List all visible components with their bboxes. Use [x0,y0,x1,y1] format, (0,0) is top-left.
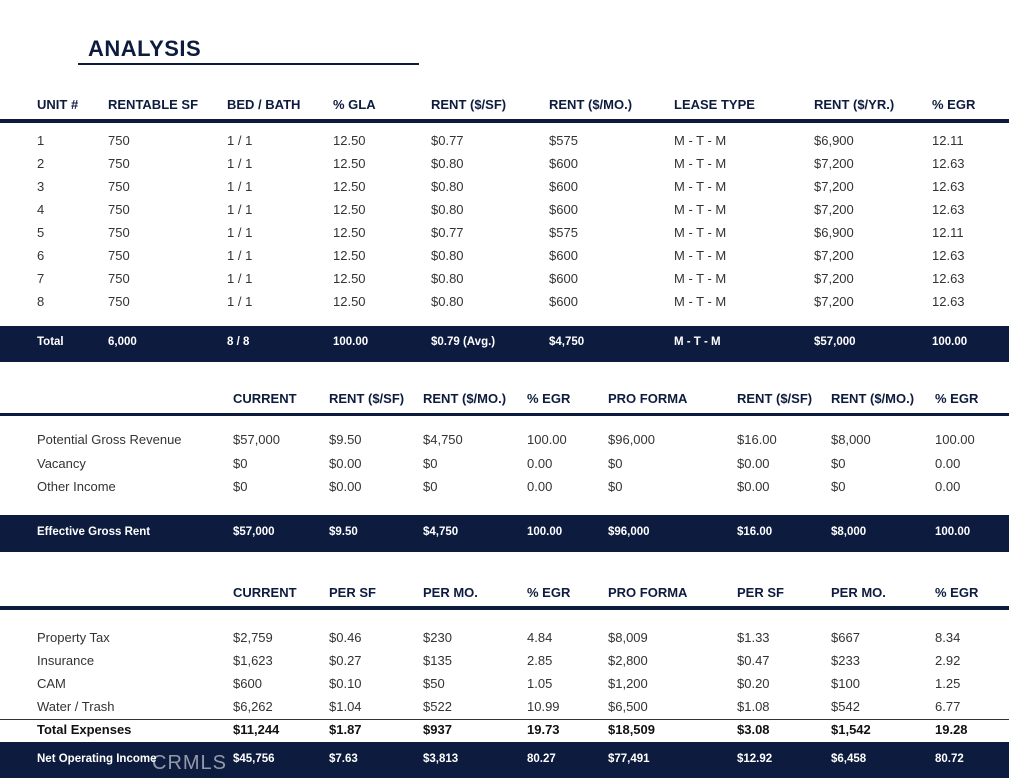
units-header-rule [0,119,1009,123]
income-row-cell: $0 [423,479,438,494]
income-row-cell: $8,000 [831,432,871,447]
page-title: ANALYSIS [88,36,202,61]
units-row-cell: 12.63 [932,156,965,171]
income-header-cell: % EGR [935,391,979,406]
units-row-cell: 7 [37,271,45,286]
units-row-cell: $0.80 [431,294,464,309]
income-row-cell: 100.00 [527,432,567,447]
expenses-row-cell: 10.99 [527,699,560,714]
units-row-cell: 12.63 [932,248,965,263]
expenses-row-cell: 2.92 [935,653,961,668]
noi-cell: 80.72 [935,753,964,765]
units-row-cell: 12.50 [333,179,366,194]
expenses-row-cell: $600 [233,676,262,691]
expenses-total-cell: $3.08 [737,722,770,737]
units-header-cell: RENTABLE SF [108,97,199,112]
expenses-row-cell: $2,759 [233,630,273,645]
units-row-cell: 12.50 [333,294,366,309]
units-row-cell: $0.80 [431,202,464,217]
units-row-cell: 750 [108,179,130,194]
income-total-cell: Effective Gross Rent [37,526,151,538]
units-row-cell: 1 / 1 [227,133,253,148]
units-row-cell: 12.11 [932,225,964,240]
units-row-cell: 1 [37,133,45,148]
units-row-cell: 1 / 1 [227,179,253,194]
income-row-cell: $96,000 [608,432,655,447]
income-row-cell: $0 [831,455,846,471]
units-header-cell: % GLA [333,97,376,112]
income-row-cell: 0.00 [527,455,553,471]
noi-cell: $3,813 [423,753,459,765]
expenses-row-cell: 6.77 [935,699,961,714]
units-row-cell: M - T - M [674,202,727,217]
units-row-cell: $0.80 [431,156,464,171]
income-row-cell: 0.00 [527,479,553,494]
expenses-total-cell: $11,244 [233,722,280,737]
units-header-cell: RENT ($/YR.) [814,97,895,112]
units-row-cell: M - T - M [674,179,727,194]
units-row-cell: 750 [108,225,130,240]
units-row-cell: $7,200 [814,156,854,171]
expenses-row-cell: $0.20 [737,676,770,691]
units-row-cell: 750 [108,294,130,309]
expenses-header-cell: PER SF [329,585,376,600]
income-row-cell: $16.00 [737,432,777,447]
income-total-cell: $96,000 [608,526,650,538]
units-row-cell: 5 [37,225,45,240]
units-row-cell: 12.50 [333,248,366,263]
income-row-cell: $0 [423,455,438,471]
units-row-cell: 8 [37,294,45,309]
income-header-cell: CURRENT [233,391,297,406]
expenses-header-cell: % EGR [527,585,571,600]
units-row-cell: $0.80 [431,271,464,286]
expenses-row-cell: $542 [831,699,860,714]
income-total-cell: $57,000 [233,526,275,538]
expenses-row-cell: $6,262 [233,699,273,714]
expenses-total-cell: $18,509 [608,722,655,737]
income-header-cell: RENT ($/MO.) [831,391,915,406]
units-row-cell: $0.77 [431,225,464,240]
income-row-cell: $0 [831,479,846,494]
expenses-row-cell: $2,800 [608,653,648,668]
expenses-total-rule [0,719,1009,720]
expenses-row-cell: $667 [831,630,860,645]
expenses-row-cell: $0.46 [329,630,362,645]
income-row-cell: $0.00 [737,479,770,494]
noi-cell: $77,491 [608,753,650,765]
units-row-cell: M - T - M [674,225,727,240]
units-row-cell: 2 [37,156,45,171]
expenses-row-cell: Water / Trash [37,699,115,714]
units-row-cell: $7,200 [814,271,854,286]
units-row-cell: 4 [37,202,45,217]
units-total-cell: 6,000 [108,336,137,348]
units-total-cell: $57,000 [814,336,856,348]
income-header-cell: PRO FORMA [608,391,688,406]
units-row-cell: $0.77 [431,133,464,148]
income-total-cell: 100.00 [527,526,563,538]
units-total-cell: $4,750 [549,336,585,348]
units-row-cell: 12.63 [932,271,965,286]
units-total-cell: 100.00 [333,336,369,348]
noi-cell: $45,756 [233,753,275,765]
expenses-header-cell: CURRENT [233,585,297,600]
income-row-cell: $0 [233,455,248,471]
units-row-cell: 750 [108,248,130,263]
noi-cell: $7.63 [329,753,358,765]
units-row-cell: 12.50 [333,202,366,217]
units-row-cell: 12.50 [333,225,366,240]
units-row-cell: 12.63 [932,202,965,217]
income-row-cell: $0 [608,479,623,494]
expenses-row-cell: 1.05 [527,676,553,691]
expenses-row-cell: $0.10 [329,676,362,691]
expenses-row-cell: 8.34 [935,630,961,645]
expenses-row-cell: $8,009 [608,630,648,645]
units-header-cell: LEASE TYPE [674,97,755,112]
units-row-cell: 750 [108,271,130,286]
expenses-row-cell: $1.08 [737,699,770,714]
units-row-cell: M - T - M [674,248,727,263]
expenses-row-cell: 4.84 [527,630,553,645]
expenses-header-cell: PER MO. [423,585,478,600]
units-row-cell: $0.80 [431,248,464,263]
expenses-row-cell: $233 [831,653,860,668]
expenses-total-cell: 19.73 [527,722,560,737]
noi-cell: $6,458 [831,753,867,765]
units-row-cell: $6,900 [814,225,854,240]
expenses-row-cell: Property Tax [37,630,110,645]
units-row-cell: 750 [108,156,130,171]
income-total-cell: 100.00 [935,526,971,538]
income-row-cell: 100.00 [935,432,975,447]
units-total-cell: M - T - M [674,336,721,348]
expenses-header-cell: PER MO. [831,585,886,600]
units-row-cell: $575 [549,225,578,240]
income-row-cell: $4,750 [423,432,463,447]
units-row-cell: 12.63 [932,294,965,309]
units-row-cell: $6,900 [814,133,854,148]
units-row-cell: $600 [549,202,578,217]
units-total-cell: $0.79 (Avg.) [431,336,496,348]
expenses-row-cell: $100 [831,676,860,691]
units-row-cell: 750 [108,133,130,148]
units-row-cell: 1 / 1 [227,156,253,171]
units-row-cell: M - T - M [674,294,727,309]
expenses-row-cell: $1,200 [608,676,648,691]
income-row-cell: Vacancy [37,455,86,471]
income-header-cell: % EGR [527,391,571,406]
income-header-cell: RENT ($/SF) [737,391,813,406]
income-row-cell: $0 [233,479,248,494]
noi-cell: Net Operating Income [37,753,157,765]
units-row-cell: 1 / 1 [227,225,253,240]
expenses-row-cell: CAM [37,676,66,691]
income-row-cell: 0.00 [935,479,961,494]
income-row-cell: $57,000 [233,432,280,447]
expenses-row-cell: $6,500 [608,699,648,714]
expenses-row-cell: $0.27 [329,653,362,668]
income-row-cell: Potential Gross Revenue [37,432,182,447]
units-row-cell: $600 [549,271,578,286]
income-row-cell: Other Income [37,479,116,494]
income-total-cell: $9.50 [329,526,358,538]
units-row-cell: 1 / 1 [227,202,253,217]
expenses-row-cell: $1,623 [233,653,273,668]
units-row-cell: $600 [549,156,578,171]
units-row-cell: 12.11 [932,133,964,148]
expenses-total-cell: Total Expenses [37,722,132,737]
units-row-cell: 12.63 [932,179,965,194]
expenses-row-cell: $522 [423,699,452,714]
income-total-cell: $16.00 [737,526,773,538]
income-row-cell: $0.00 [329,479,362,494]
noi-cell: $12.92 [737,753,773,765]
expenses-row-cell: $135 [423,653,452,668]
units-row-cell: 3 [37,179,45,194]
expenses-row-cell: 2.85 [527,653,553,668]
units-row-cell: $575 [549,133,578,148]
income-row-cell: $0 [608,455,623,471]
units-header-cell: BED / BATH [227,97,301,112]
units-row-cell: 1 / 1 [227,248,253,263]
income-header-cell: RENT ($/MO.) [423,391,507,406]
units-header-cell: RENT ($/MO.) [549,97,633,112]
units-header-cell: UNIT # [37,97,79,112]
units-row-cell: $0.80 [431,179,464,194]
units-row-cell: 1 / 1 [227,294,253,309]
income-row-cell: $9.50 [329,432,362,447]
units-total-cell: 100.00 [932,336,968,348]
units-row-cell: M - T - M [674,271,727,286]
expenses-row-cell: Insurance [37,653,95,668]
expenses-total-cell: $1.87 [329,722,362,737]
expenses-row-cell: $0.47 [737,653,770,668]
units-row-cell: $7,200 [814,294,854,309]
expenses-header-rule [0,606,1009,610]
units-row-cell: M - T - M [674,133,727,148]
units-row-cell: $600 [549,248,578,263]
expenses-row-cell: $1.04 [329,699,362,714]
expenses-row-cell: 1.25 [935,676,961,691]
units-row-cell: $7,200 [814,179,854,194]
income-row-cell: $0.00 [737,455,770,471]
units-row-cell: 750 [108,202,130,217]
expenses-row-cell: $50 [423,676,445,691]
income-total-band [0,515,1009,552]
income-total-cell: $8,000 [831,526,867,538]
expenses-header-cell: % EGR [935,585,979,600]
units-row-cell: $600 [549,294,578,309]
income-header-rule [0,413,1009,416]
units-total-cell: 8 / 8 [227,336,250,348]
income-total-cell: $4,750 [423,526,459,538]
title-underline [78,63,419,65]
units-row-cell: 12.50 [333,271,366,286]
units-row-cell: $600 [549,179,578,194]
income-row-cell: 0.00 [935,455,961,471]
units-row-cell: 1 / 1 [227,271,253,286]
units-row-cell: 6 [37,248,45,263]
expenses-total-cell: 19.28 [935,722,968,737]
units-row-cell: $7,200 [814,248,854,263]
units-header-cell: RENT ($/SF) [431,97,507,112]
expenses-row-cell: $1.33 [737,630,770,645]
expenses-row-cell: $230 [423,630,452,645]
units-total-band [0,326,1009,362]
income-header-cell: RENT ($/SF) [329,391,405,406]
watermark: CRMLS [152,752,228,774]
expenses-total-cell: $1,542 [831,722,871,737]
expenses-header-cell: PRO FORMA [608,585,688,600]
units-header-cell: % EGR [932,97,976,112]
income-row-cell: $0.00 [329,455,362,471]
units-total-cell: Total [37,336,64,348]
noi-cell: 80.27 [527,753,556,765]
units-row-cell: 12.50 [333,156,366,171]
expenses-header-cell: PER SF [737,585,784,600]
expenses-total-cell: $937 [423,722,452,737]
units-row-cell: 12.50 [333,133,366,148]
units-row-cell: M - T - M [674,156,727,171]
units-row-cell: $7,200 [814,202,854,217]
